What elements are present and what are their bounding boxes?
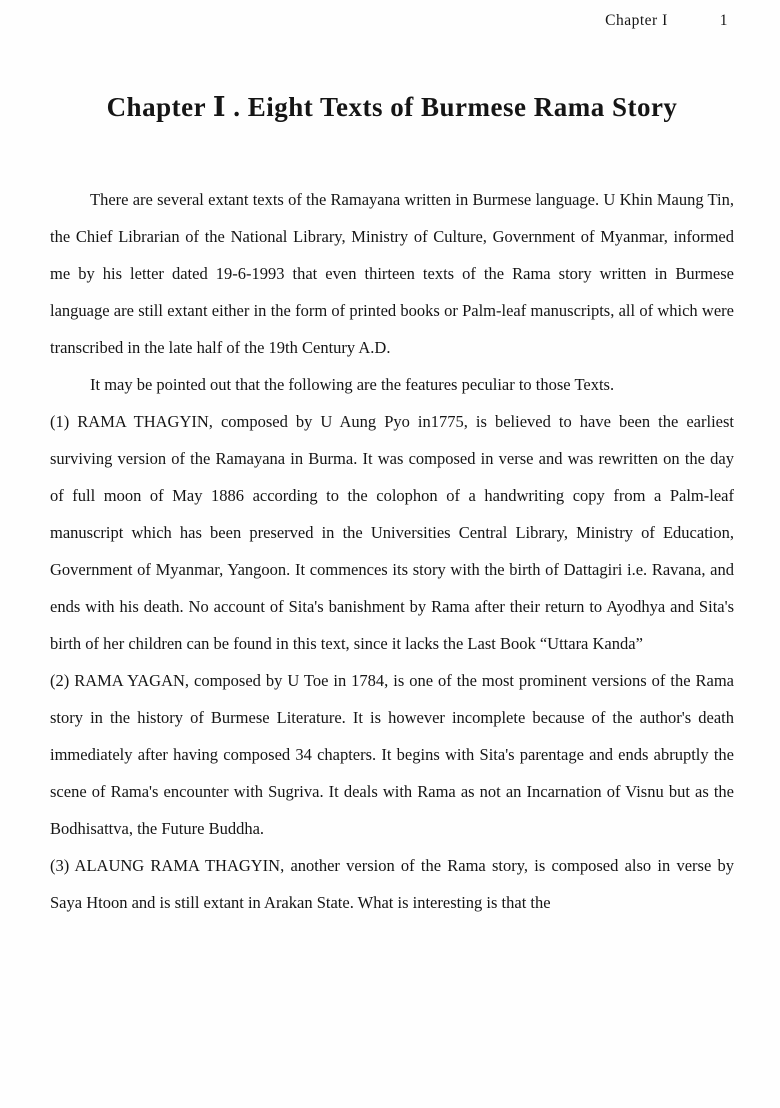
paragraph-text-1-rama-thagyin: (1) RAMA THAGYIN, composed by U Aung Pyo in1775, is believed to have been the earliest surviving version of the Ramayana in Burma. It was composed in verse and was rewritten on the day of full moon of May 1886 according to the colophon of a handwriting copy from a Palm-leaf manuscript which has been preserved in the Universities Central Library, Ministry of Education, Government of Myanmar, Yangoon. It commences its story with the birth of Dattagiri i.e. Ravana, and ends with his death. No account of Sita's banishment by Rama after their return to Ayodhya and Sita's birth of her children can be found in this text, since it lacks the Last Book “Uttara Kanda”	[50, 412, 734, 653]
running-header-page-number: 1	[719, 12, 728, 29]
chapter-title: Chapter Ⅰ . Eight Texts of Burmese Rama Story	[106, 92, 678, 122]
paragraph-features-note: It may be pointed out that the following are the features peculiar to those Texts.	[90, 375, 615, 394]
running-header-chapter-label: Chapter I	[605, 12, 668, 29]
paragraph-text-2-rama-yagan: (2) RAMA YAGAN, composed by U Toe in 1784, is one of the most prominent versions of the Rama story in the history of Burmese Literature. It is however incomplete because of the author's death immediately after having composed 34 chapters. It begins with Sita's parentage and ends abruptly the scene of Rama's encounter with Sugriva. It deals with Rama as not an Incarnation of Visnu but as the Bodhisattva, the Future Buddha.	[50, 671, 734, 838]
running-header	[50, 12, 734, 30]
paragraph-text-3-alaung-rama-thagyin: (3) ALAUNG RAMA THAGYIN, another version of the Rama story, is composed also in verse by Saya Htoon and is still extant in Arakan State. What is interesting is that the	[50, 856, 734, 912]
paragraph-intro: There are several extant texts of the Ramayana written in Burmese language. U Khin Maung Tin, the Chief Librarian of the National Library, Ministry of Culture, Government of Myanmar, informed me by his letter dated 19-6-1993 that even thirteen texts of the Rama story written in Burmese language are still extant either in the form of printed books or Palm-leaf manuscripts, all of which were transcribed in the late half of the 19th Century A.D.	[50, 190, 734, 357]
body-text	[50, 181, 734, 921]
